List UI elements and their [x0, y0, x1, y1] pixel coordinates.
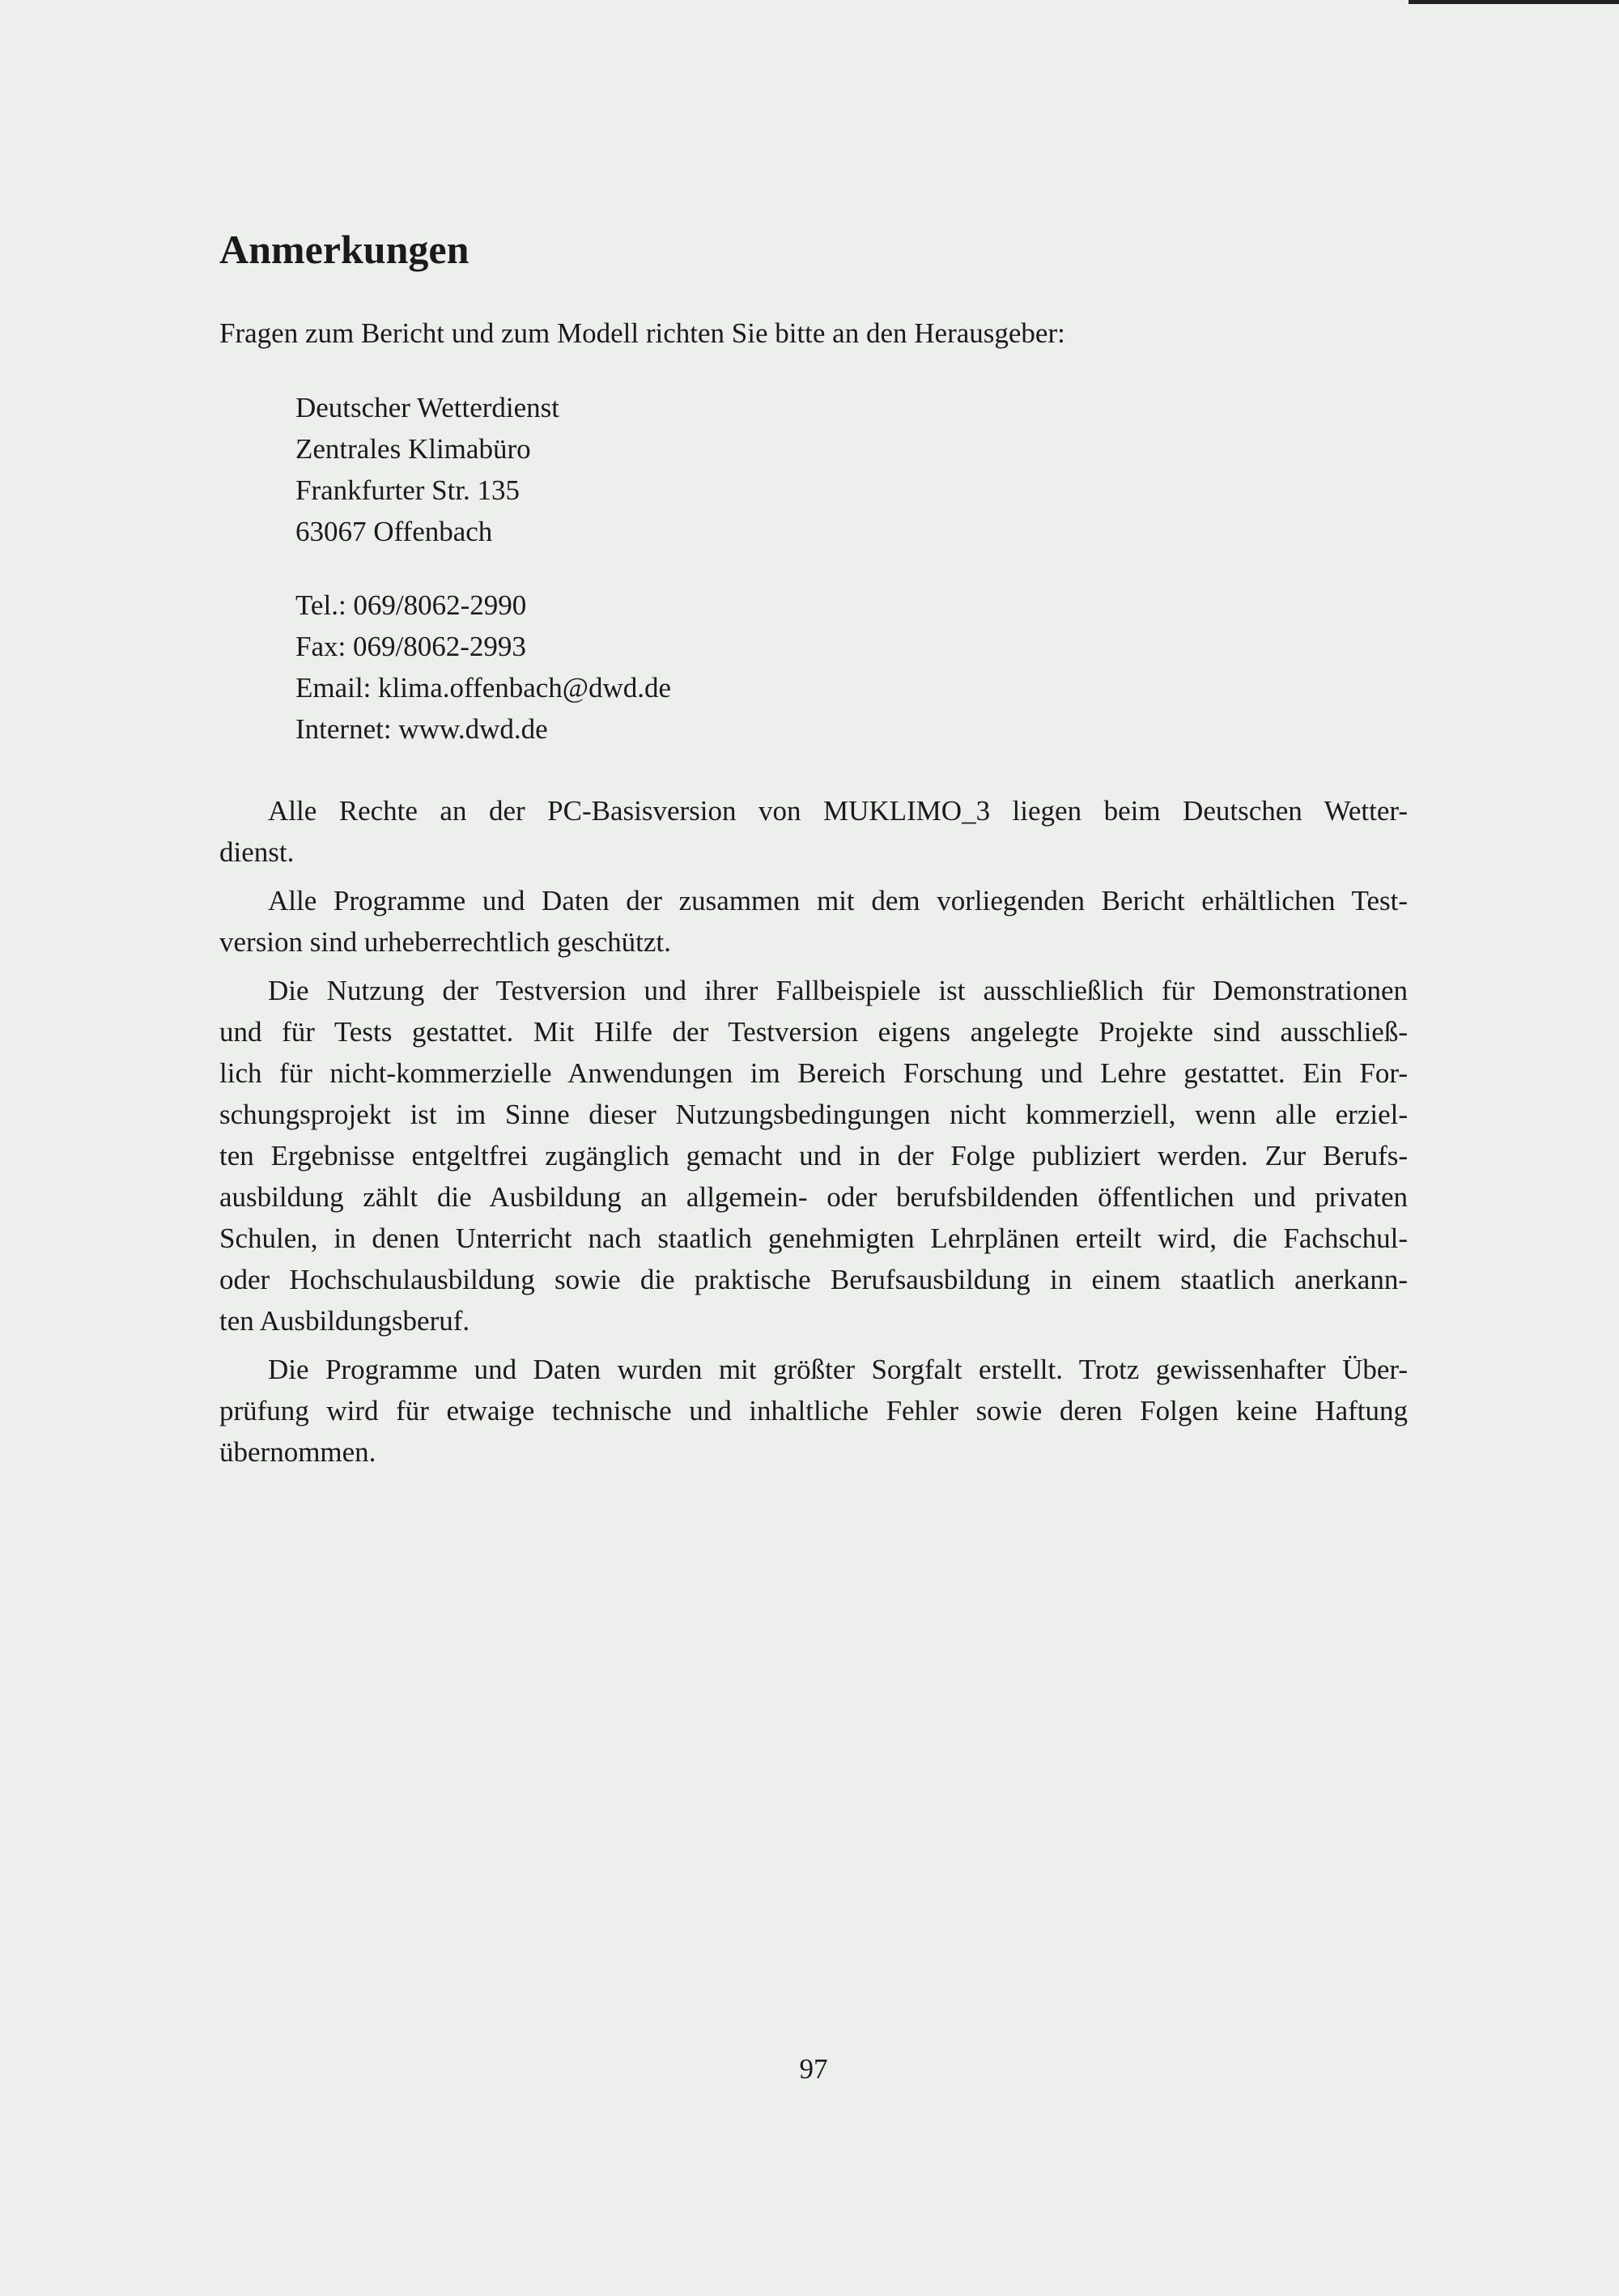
text-line: lich für nicht-kommerzielle Anwendungen im Bereich Forschung und Lehre gestattet. Ein For-: [219, 1057, 1408, 1089]
address-line: Deutscher Wetterdienst: [295, 392, 560, 423]
paragraph: [219, 970, 1408, 1341]
text-line: Schulen, in denen Unterricht nach staatlich genehmigten Lehrplänen erteilt wird, die Fachschul-: [219, 1222, 1408, 1254]
contact-website: Internet: www.dwd.de: [295, 713, 548, 745]
contact-fax: Fax: 069/8062-2993: [295, 631, 526, 662]
text-line: ten Ausbildungsberuf.: [219, 1305, 470, 1337]
text-line: und für Tests gestattet. Mit Hilfe der Testversion eigens angelegte Projekte sind ausschließ-: [219, 1016, 1408, 1048]
paragraph: [219, 880, 1408, 963]
paragraph: [219, 790, 1408, 873]
text-line: version sind urheberrechtlich geschützt.: [219, 926, 671, 958]
text-line: Alle Programme und Daten der zusammen mit dem vorliegenden Bericht erhältlichen Test-: [268, 885, 1408, 916]
text-line: übernommen.: [219, 1436, 376, 1468]
text-line: schungsprojekt ist im Sinne dieser Nutzungsbedingungen nicht kommerziell, wenn alle erziel-: [219, 1099, 1408, 1130]
text-line: Die Nutzung der Testversion und ihrer Fallbeispiele ist ausschließlich für Demonstrationen: [268, 975, 1408, 1006]
text-line: ten Ergebnisse entgeltfrei zugänglich gemacht und in der Folge publiziert werden. Zur Berufs-: [219, 1140, 1408, 1171]
text-line: dienst.: [219, 836, 295, 868]
body-text: [219, 790, 1408, 1480]
contact-email: Email: klima.offenbach@dwd.de: [295, 672, 672, 704]
contact-block: [295, 585, 671, 750]
address-line: Frankfurter Str. 135: [295, 474, 521, 506]
text-line: Alle Rechte an der PC-Basisversion von MUKLIMO_3 liegen beim Deutschen Wetter-: [268, 795, 1408, 827]
text-line: prüfung wird für etwaige technische und inhaltliche Fehler sowie deren Folgen keine Haftung: [219, 1395, 1408, 1426]
intro-text: Fragen zum Bericht und zum Modell richten Sie bitte an den Herausgeber:: [219, 317, 1065, 349]
contact-phone: Tel.: 069/8062-2990: [295, 589, 527, 621]
text-line: Die Programme und Daten wurden mit größter Sorgfalt erstellt. Trotz gewissenhafter Über-: [268, 1354, 1408, 1385]
text-line: oder Hochschulausbildung sowie die praktische Berufsausbildung in einem staatlich anerkann-: [219, 1264, 1408, 1295]
page-number: 97: [799, 2053, 828, 2085]
scan-edge: [1409, 0, 1619, 4]
address-line: Zentrales Klimabüro: [295, 433, 531, 465]
page-title: Anmerkungen: [219, 227, 470, 272]
address-line: 63067 Offenbach: [295, 516, 493, 547]
paragraph: [219, 1349, 1408, 1473]
address-block: [295, 387, 559, 552]
text-line: ausbildung zählt die Ausbildung an allgemein- oder berufsbildenden öffentlichen und privaten: [219, 1181, 1408, 1213]
